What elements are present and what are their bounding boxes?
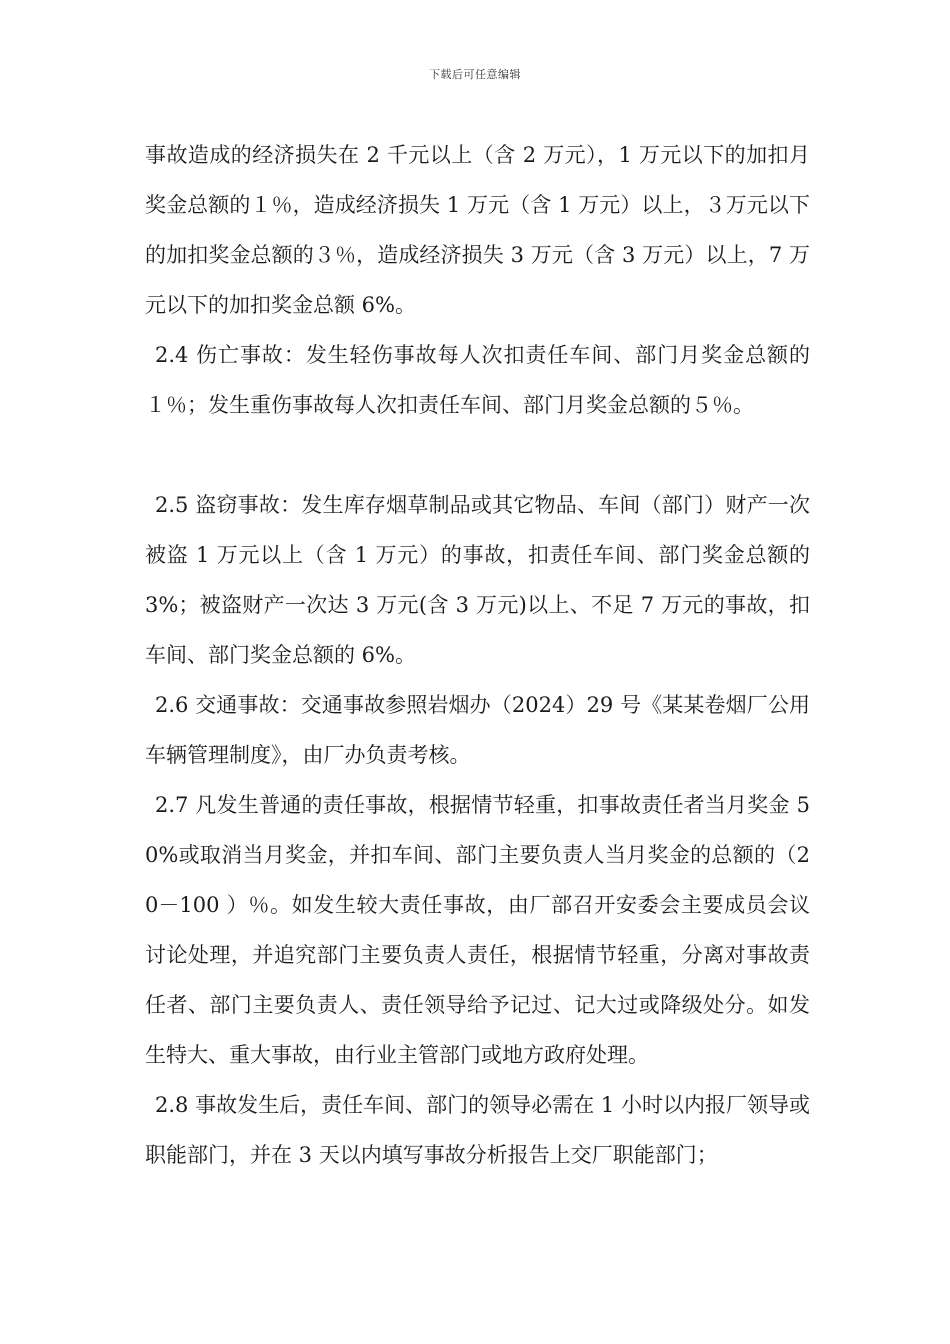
paragraph-2-6-traffic: 2.6 交通事故：交通事故参照岩烟办（2024）29 号《某某卷烟厂公用车辆管理制度》，由厂办负责考核。	[145, 693, 810, 767]
paragraph-2-7-responsibility: 2.7 凡发生普通的责任事故，根据情节轻重，扣事故责任者当月奖金 50%或取消当月奖金，并扣车间、部门主要负责人当月奖金的总额的（20－100 ）％。如发生较大责任事故，由厂部召开安委会主要成员会议讨论处理，并追究部门主要负责人责任，根据情节轻重，分离对事故责任者、部门主要负责人、责任领导给予记过、记大过或降级处分。如发生特大、重大事故，由行业主管部门或地方政府处理。	[145, 793, 810, 1067]
paragraph-2-4-casualty: 2.4 伤亡事故：发生轻伤事故每人次扣责任车间、部门月奖金总额的１％；发生重伤事故每人次扣责任车间、部门月奖金总额的５％。	[145, 343, 810, 417]
paragraph-2-5-theft: 2.5 盗窃事故：发生库存烟草制品或其它物品、车间（部门）财产一次被盗 1 万元以上（含 1 万元）的事故，扣责任车间、部门奖金总额的 3%；被盗财产一次达 3 万元(含 3 万元)以上、不足 7 万元的事故，扣车间、部门奖金总额的 6%。	[145, 493, 810, 667]
paragraph-economic-loss: 事故造成的经济损失在 2 千元以上（含 2 万元），1 万元以下的加扣月奖金总额的１％，造成经济损失 1 万元（含 1 万元）以上，３万元以下的加扣奖金总额的３％，造成经济损失 3 万元（含 3 万元）以上，7 万元以下的加扣奖金总额 6%。	[145, 143, 810, 317]
document-body	[145, 130, 810, 1180]
header-note: 下载后可任意编辑	[429, 68, 521, 81]
paragraph-2-8-reporting: 2.8 事故发生后，责任车间、部门的领导必需在 1 小时以内报厂领导或职能部门，并在 3 天以内填写事故分析报告上交厂职能部门；	[145, 1093, 810, 1167]
paragraph-spacer	[145, 430, 810, 480]
